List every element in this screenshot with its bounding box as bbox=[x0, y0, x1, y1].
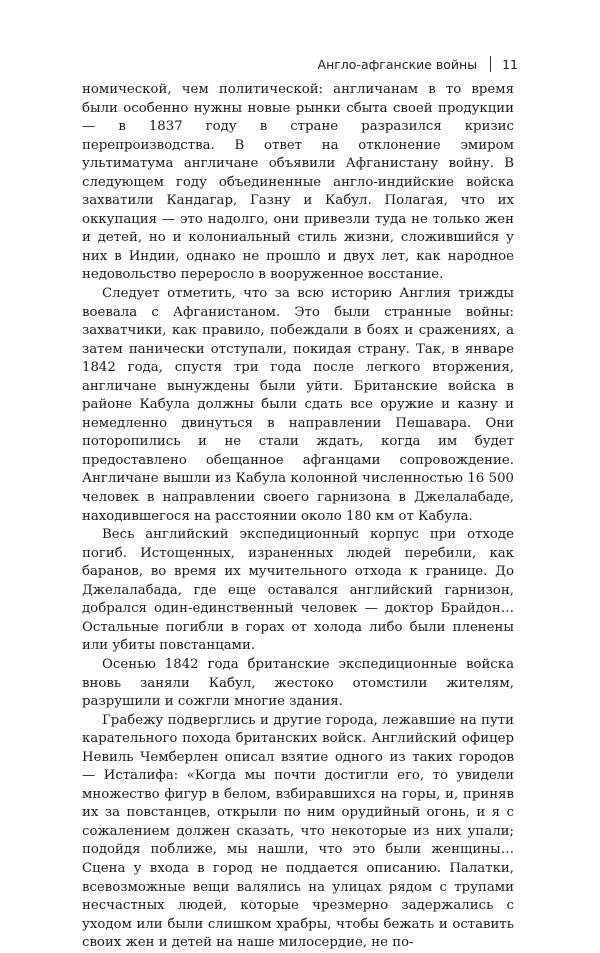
paragraph-3: Весь английский экспедиционный корпус при отходе погиб. Истощенных, израненных людей перебили, как баранов, во время их мучительного отхода к границе. До Джелалабада, где еще оставался английский гарнизон, добрался один-единственный человек — доктор Брайдон… Остальные погибли в горах от холода либо были пленены или убиты повстанцами. bbox=[82, 527, 514, 654]
paragraph-5: Грабежу подверглись и другие города, лежавшие на пути карательного похода британских войск. Английский офицер Невиль Чемберлен описал взятие одного из таких городов — Исталифа: «Когда мы почти достигли его, то увидели множество фигур в белом, взбиравшихся на горы, и, приняв их за повстанцев, открыли по ним орудийный огонь, и я с сожалением должен сказать, что некоторые из них упали; подойдя поближе, мы нашли, что это были женщины… Сцена у входа в город не поддается описанию. Палатки, всевозможные вещи валялись на улицах рядом с трупами несчастных людей, которые чрезмерно задержались с уходом или были слишком храбры, чтобы бежать и оставить своих жен и детей на наше милосердие, не по- bbox=[82, 712, 514, 951]
header-separator bbox=[490, 56, 491, 72]
paragraph-1: номической, чем политической: англичанам в то время были особенно нужны новые рынки сбыта своей продукции — в 1837 году в стране разразился кризис перепроизводства. В ответ на отклонение эмиром ультиматума англичане объявили Афганистану войну. В следующем году объединенные англо-индийские войска захватили Кандагар, Газну и Кабул. Полагая, что их оккупация — это надолго, они привезли туда не только жен и детей, но и колониальный стиль жизни, сложившийся у них в Индии, однако не прошло и двух лет, как народное недовольство переросло в вооруженное восстание. bbox=[82, 82, 514, 283]
paragraph-2: Следует отметить, что за всю историю Англия трижды воевала с Афганистаном. Это были странные войны: захватчики, как правило, побеждали в боях и сражениях, а затем панически отступали, покидая страну. Так, в январе 1842 года, спустя три года после легкого вторжения, англичане вынуждены были уйти. Британские войска в районе Кабула должны были сдать все оружие и казну и немедленно двинуться в направлении Пешавара. Они поторопились и не стали ждать, когда им будет предоставлено обещанное афганцами сопровождение. Англичане вышли из Кабула колонной численностью 16 500 человек в направлении своего гарнизона в Джелалабаде, находившегося на расстоянии около 180 км от Кабула. bbox=[82, 286, 514, 524]
page-number: 11 bbox=[502, 56, 518, 72]
body-text bbox=[82, 81, 514, 953]
running-header bbox=[318, 55, 518, 73]
paragraph-4: Осенью 1842 года британские экспедиционные войска вновь заняли Кабул, жестоко отомстили жителям, разрушили и сожгли многие здания. bbox=[82, 656, 514, 710]
running-title: Англо-афганские войны bbox=[317, 56, 478, 72]
